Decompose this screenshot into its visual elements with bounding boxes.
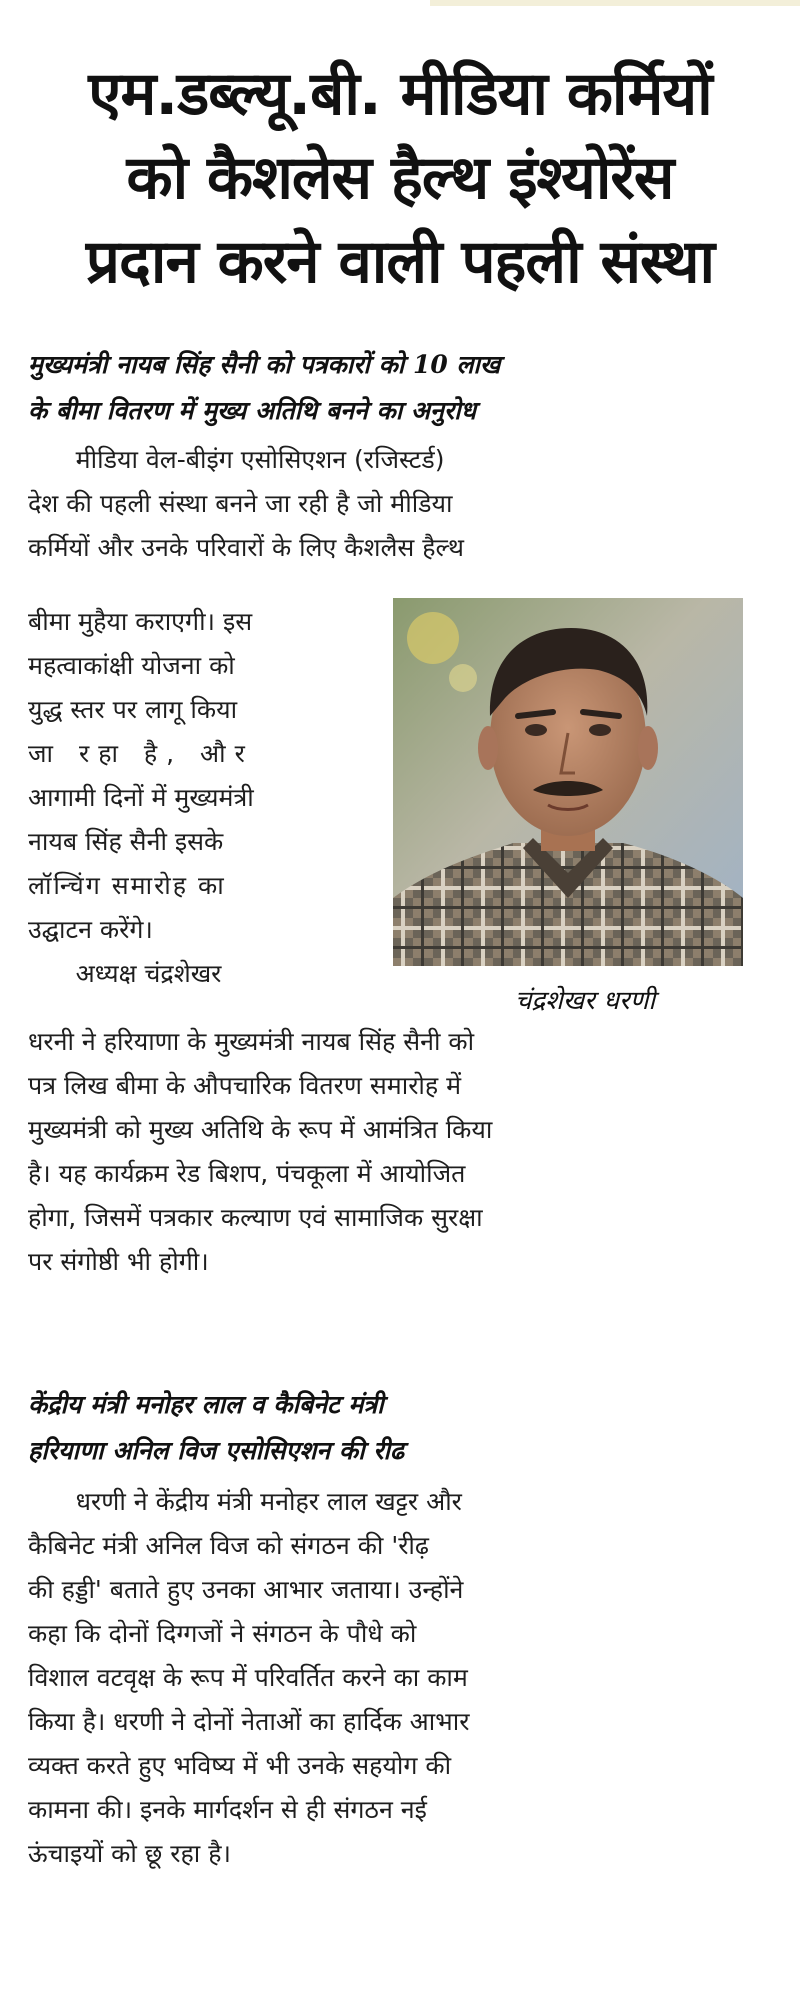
paragraph-line: है। यह कार्यक्रम रेड बिशप, पंचकूला में आयोजित (28, 1159, 466, 1188)
paragraph-gratitude (28, 1480, 776, 1876)
deck-line: के बीमा वितरण में मुख्य अतिथि बनने का अनुरोध (28, 396, 476, 425)
headline-line: एम.डब्ल्यू.बी. मीडिया कर्मियों (88, 59, 712, 129)
deck-subheadline (28, 342, 768, 434)
paragraph-line: लॉन्चिंग समारोह का (28, 871, 226, 900)
paragraph-beside-photo (28, 600, 388, 996)
paragraph-line: पर संगोष्ठी भी होगी। (28, 1247, 209, 1276)
section-subheading (28, 1382, 768, 1474)
paragraph-line: अध्यक्ष चंद्रशेखर (28, 959, 222, 988)
paragraph-line: बीमा मुहैया कराएगी। इस (28, 607, 253, 636)
paragraph-intro (28, 438, 776, 570)
paragraph-line: कर्मियों और उनके परिवारों के लिए कैशलैस हैल्थ (28, 533, 465, 562)
paragraph-line: महत्वाकांक्षी योजना को (28, 651, 235, 680)
paragraph-line: जा रहा है, और (28, 739, 254, 768)
headline-line: को कैशलेस हैल्थ इंश्योरेंस (126, 143, 674, 213)
paragraph-line: कामना की। इनके मार्गदर्शन से ही संगठन नई (28, 1795, 427, 1824)
subhead-line: केंद्रीय मंत्री मनोहर लाल व कैबिनेट मंत्री (28, 1390, 384, 1419)
paragraph-line: विशाल वटवृक्ष के रूप में परिवर्तित करने का काम (28, 1663, 468, 1692)
paper-edge-strip (430, 0, 800, 6)
paragraph-line: मुख्यमंत्री को मुख्य अतिथि के रूप में आमंत्रित किया (28, 1115, 493, 1144)
paragraph-line: मीडिया वेल-बीइंग एसोसिएशन (रजिस्टर्ड) (28, 445, 445, 474)
paragraph-line: उद्घाटन करेंगे। (28, 915, 153, 944)
paragraph-line: व्यक्त करते हुए भविष्य में भी उनके सहयोग की (28, 1751, 452, 1780)
portrait-illustration (393, 598, 743, 966)
paragraph-line: की हड्डी' बताते हुए उनका आभार जताया। उन्होंने (28, 1575, 464, 1604)
photo-caption: चंद्रशेखर धरणी (514, 986, 656, 1016)
paragraph-invitation (28, 1020, 776, 1284)
deck-line: मुख्यमंत्री नायब सिंह सैनी को पत्रकारों को 10 लाख (28, 350, 501, 379)
paragraph-line: धरणी ने केंद्रीय मंत्री मनोहर लाल खट्टर और (28, 1487, 462, 1516)
paragraph-line: देश की पहली संस्था बनने जा रही है जो मीडिया (28, 489, 453, 518)
paragraph-line: ऊंचाइयों को छू रहा है। (28, 1839, 231, 1868)
paragraph-line: होगा, जिसमें पत्रकार कल्याण एवं सामाजिक सुरक्षा (28, 1203, 483, 1232)
paragraph-line: आगामी दिनों में मुख्यमंत्री (28, 783, 254, 812)
paragraph-line: नायब सिंह सैनी इसके (28, 827, 224, 856)
headline (20, 52, 780, 304)
portrait-photo (393, 598, 743, 966)
paragraph-line: पत्र लिख बीमा के औपचारिक वितरण समारोह में (28, 1071, 462, 1100)
paragraph-line: युद्ध स्तर पर लागू किया (28, 695, 238, 724)
headline-line: प्रदान करने वाली पहली संस्था (85, 227, 715, 297)
paragraph-line: कहा कि दोनों दिग्गजों ने संगठन के पौधे को (28, 1619, 417, 1648)
subhead-line: हरियाणा अनिल विज एसोसिएशन की रीढ (28, 1436, 405, 1465)
paragraph-line: कैबिनेट मंत्री अनिल विज को संगठन की 'रीढ़ (28, 1531, 429, 1560)
paragraph-line: धरनी ने हरियाणा के मुख्यमंत्री नायब सिंह सैनी को (28, 1027, 475, 1056)
paragraph-line: किया है। धरणी ने दोनों नेताओं का हार्दिक आभार (28, 1707, 470, 1736)
